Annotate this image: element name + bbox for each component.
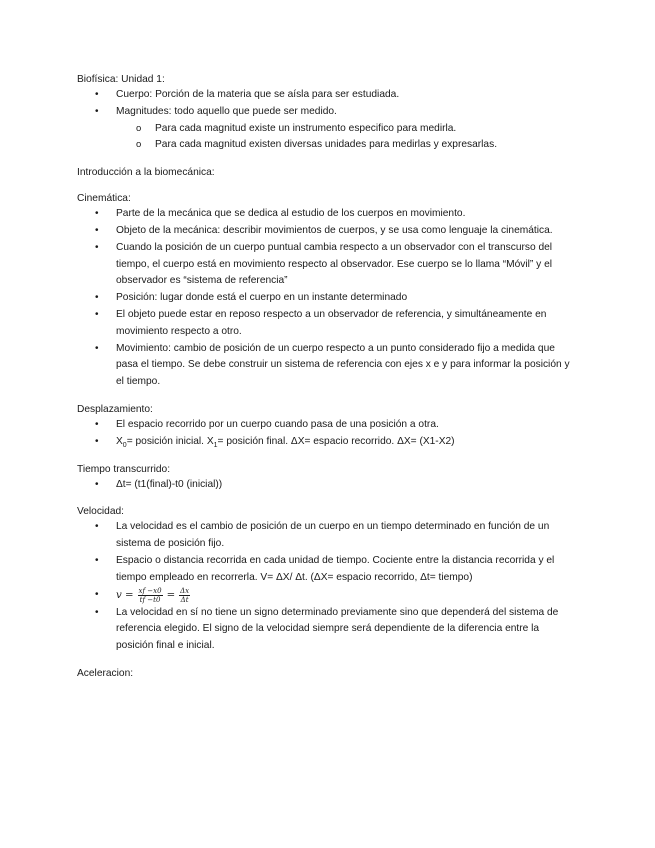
bullet-icon: • bbox=[95, 208, 99, 220]
fraction-deltas: $\frac{\Delta x}{\Delta t}$ bbox=[180, 587, 190, 605]
list-item: • El espacio recorrido por un cuerpo cuando pasa de una posición a otra. bbox=[77, 417, 577, 434]
list-item: • Δt= (t1(final)-t0 (inicial)) bbox=[77, 477, 577, 494]
list-item: • La velocidad es el cambio de posición de un cuerpo en un tiempo determinado en función de un sistema de posición fijo. bbox=[95, 521, 550, 550]
bullet-icon: • bbox=[95, 292, 99, 304]
bullet-icon: • bbox=[95, 521, 99, 533]
bullet-icon: • bbox=[95, 588, 99, 600]
list-item: • Posición: lugar donde está el cuerpo en un instante determinado bbox=[77, 290, 577, 307]
heading-aceleracion: Aceleracion: bbox=[77, 667, 134, 679]
sublist-item: o Para cada magnitud existen diversas unidades para medirlas y expresarlas. bbox=[116, 137, 577, 154]
bullet-icon: • bbox=[95, 224, 99, 236]
circle-bullet-icon: o bbox=[136, 122, 142, 134]
list-item: • La velocidad en sí no tiene un signo determinado previamente sino que dependerá del sistema de referencia elegido. El signo de la velocidad siempre será dependiente de la diferencia entre la posición final e inicial. bbox=[95, 606, 559, 652]
list-item: • Espacio o distancia recorrida en cada unidad de tiempo. Cociente entre la distancia recorrida y el tiempo empleado en recorrerla. V= ΔX/ Δt. (ΔX= espacio recorrido, Δt= tiempo) bbox=[95, 554, 555, 583]
list-biofisica bbox=[77, 87, 577, 154]
heading-biofisica: Biofísica: Unidad 1: bbox=[77, 74, 165, 85]
bullet-icon: • bbox=[95, 342, 99, 354]
list-item: • Objeto de la mecánica: describir movimientos de cuerpos, y se usa como lenguaje la cinemática. bbox=[77, 223, 577, 240]
sublist-magnitudes bbox=[116, 121, 577, 155]
bullet-icon: • bbox=[95, 308, 99, 320]
list-desplazamiento bbox=[77, 417, 577, 451]
heading-desplazamiento: Desplazamiento: bbox=[77, 403, 153, 415]
list-item: • Magnitudes: todo aquello que puede ser medido. o Para cada magnitud existe un instrumento especifico para medirla. o Para cada magnitud existen diversas unidades para medirlas y expresarlas. bbox=[77, 104, 577, 154]
list-item: • Parte de la mecánica que se dedica al estudio de los cuerpos en movimiento. bbox=[77, 206, 577, 223]
circle-bullet-icon: o bbox=[136, 139, 142, 151]
list-item: • $X_0=$ posición inicial. $X_1=$ posición final. ΔX= espacio recorrido. ΔX= (X1-X2) bbox=[95, 435, 455, 449]
bullet-icon: • bbox=[95, 435, 99, 447]
bullet-icon: • bbox=[95, 554, 99, 566]
list-velocidad bbox=[77, 519, 577, 655]
bullet-icon: • bbox=[95, 478, 99, 490]
list-item: • Cuando la posición de un cuerpo puntual cambia respecto a un observador con el transcurso del tiempo, el cuerpo está en movimiento respecto al observador. Ese cuerpo se lo llama “Móvil” y el observador es “sistema de referencia” bbox=[95, 241, 553, 287]
bullet-icon: • bbox=[95, 418, 99, 430]
sublist-item: o Para cada magnitud existe un instrumento especifico para medirla. bbox=[116, 121, 577, 138]
heading-tiempo: Tiempo transcurrido: bbox=[77, 463, 171, 475]
velocity-formula: v = $\frac{xf -x0}{tf -t0}$ = $\frac{\Delta x}{\Delta t}$ bbox=[116, 587, 190, 605]
bullet-icon: • bbox=[95, 606, 99, 618]
list-item: • Cuerpo: Porción de la materia que se aísla para ser estudiada. bbox=[77, 87, 577, 104]
list-item-formula bbox=[77, 587, 577, 605]
list-item: • Movimiento: cambio de posición de un cuerpo respecto a un punto considerado fijo a medida que pasa el tiempo. Se debe construir un sistema de referencia con ejes x e y para informar la posición y el tiempo. bbox=[95, 342, 570, 388]
heading-velocidad: Velocidad: bbox=[77, 506, 125, 518]
list-tiempo bbox=[77, 477, 577, 494]
heading-intro: Introducción a la biomecánica: bbox=[77, 167, 215, 179]
bullet-icon: • bbox=[95, 89, 99, 100]
fraction-positions: $\frac{xf -x0}{tf -t0}$ bbox=[138, 587, 162, 605]
bullet-icon: • bbox=[95, 241, 99, 253]
list-item: • El objeto puede estar en reposo respecto a un observador de referencia, y simultáneamente en movimiento respecto a otro. bbox=[95, 308, 547, 337]
heading-cinematica: Cinemática: bbox=[77, 193, 131, 205]
bullet-icon: • bbox=[95, 105, 99, 117]
document-page bbox=[77, 73, 577, 681]
list-cinematica bbox=[77, 206, 577, 391]
